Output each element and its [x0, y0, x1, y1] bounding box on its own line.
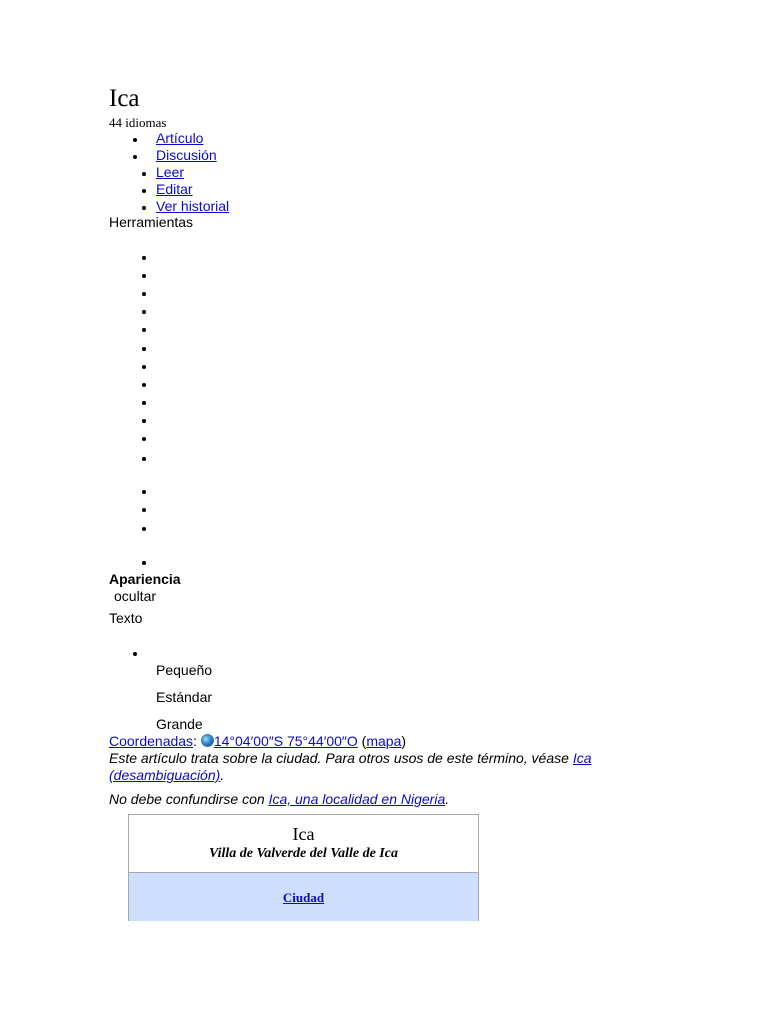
- text-size-small-option[interactable]: Pequeño: [156, 662, 213, 678]
- list-item: [142, 437, 146, 441]
- hatnote-text: Este artículo trata sobre la ciudad. Para otros usos de este término, véase: [109, 750, 573, 766]
- globe-icon[interactable]: [201, 734, 214, 747]
- infobox: [128, 814, 479, 921]
- hatnote-end: .: [445, 791, 450, 807]
- coordinates-line: [109, 733, 406, 750]
- text-size-standard-option[interactable]: Estándar: [156, 689, 213, 705]
- list-item: [142, 527, 146, 531]
- list-item: [142, 401, 146, 405]
- coordinates-value-link[interactable]: 14°04′00″S 75°44′00″O: [213, 733, 358, 749]
- list-item: [142, 310, 146, 314]
- text-size-large-option[interactable]: Grande: [156, 716, 203, 732]
- hide-button[interactable]: ocultar: [114, 588, 157, 604]
- infobox-full-name: Villa de Valverde del Valle de Ica: [209, 846, 398, 861]
- coordinates-link[interactable]: Coordenadas: [109, 733, 194, 749]
- appearance-heading: Apariencia: [109, 571, 181, 587]
- tab-ver-historial[interactable]: Ver historial: [156, 198, 230, 214]
- infobox-title: Ica: [292, 824, 315, 844]
- list-item: [142, 457, 146, 461]
- list-bullet: [142, 189, 146, 193]
- list-bullet: [133, 138, 137, 142]
- nigeria-link[interactable]: Ica, una localidad en Nigeria: [268, 791, 446, 807]
- tab-editar[interactable]: Editar: [156, 181, 193, 197]
- disambiguation-link[interactable]: Ica (desambiguación): [109, 750, 592, 783]
- tools-menu-label[interactable]: Herramientas: [109, 214, 194, 230]
- list-item: [142, 383, 146, 387]
- list-bullet: [142, 172, 146, 176]
- close-paren: ): [401, 733, 407, 749]
- list-item: [142, 419, 146, 423]
- list-item: [142, 365, 146, 369]
- list-item: [142, 508, 146, 512]
- coordinates-separator: :: [193, 733, 197, 749]
- infobox-header: [129, 815, 478, 872]
- list-bullet: [142, 206, 146, 210]
- infobox-type: [129, 890, 478, 906]
- list-item: [142, 256, 146, 260]
- list-item: [142, 292, 146, 296]
- list-item: [142, 347, 146, 351]
- tab-leer[interactable]: Leer: [156, 164, 185, 180]
- list-item: [142, 490, 146, 494]
- infobox-type-row: [129, 872, 478, 921]
- text-size-label: Texto: [109, 610, 143, 626]
- page-title: Ica: [109, 85, 140, 112]
- map-link[interactable]: mapa: [366, 733, 402, 749]
- hatnote-disambiguation: [109, 750, 649, 784]
- city-type-link[interactable]: Ciudad: [282, 890, 325, 905]
- tab-discusion[interactable]: Discusión: [156, 147, 217, 163]
- list-item: [142, 328, 146, 332]
- tab-articulo[interactable]: Artículo: [156, 130, 204, 146]
- hatnote-end: .: [220, 767, 225, 783]
- hatnote-confusion: [109, 791, 449, 808]
- language-count[interactable]: 44 idiomas: [109, 115, 167, 130]
- list-item: [142, 561, 146, 565]
- list-bullet: [133, 155, 137, 159]
- open-paren: (: [361, 733, 367, 749]
- list-bullet: [133, 652, 137, 656]
- hatnote-text: No debe confundirse con: [109, 791, 269, 807]
- list-item: [142, 274, 146, 278]
